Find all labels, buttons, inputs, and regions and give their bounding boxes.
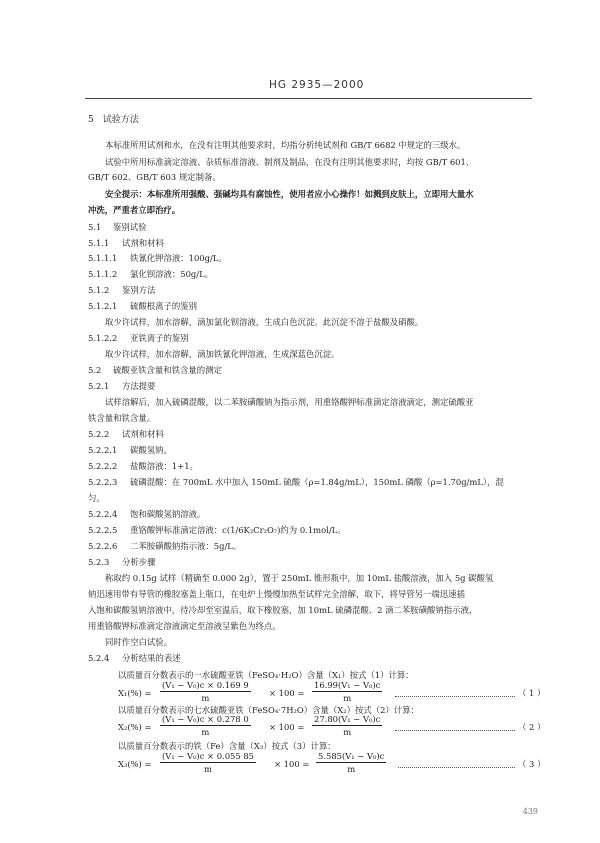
s5-1-number: 5.1 — [88, 222, 102, 232]
s5-2-2-1-text: 碳酸氢钠。 — [130, 445, 172, 455]
s5-2-3-title: 分析步骤 — [122, 557, 156, 567]
formula-3-fraction-b — [316, 751, 386, 774]
s5-2-3-body-5: 同时作空白试验。 — [105, 637, 172, 647]
s5-2-2-3-number: 5.2.2.3 — [88, 477, 118, 487]
s5-1-2-1-number: 5.1.2.1 — [88, 301, 118, 311]
s5-2-2-4-number: 5.2.2.4 — [88, 509, 118, 519]
s5-1-2-2-number: 5.1.2.2 — [88, 333, 118, 343]
formula-3-denominator-a: m — [204, 764, 212, 774]
formula-1-lhs: X₁(%) = — [118, 688, 152, 698]
s5-1-2-2-body: 取少许试样，加水溶解，滴加铁氰化钾溶液，生成深蓝色沉淀。 — [105, 349, 340, 359]
s5-2-title: 硫酸亚铁含量和铁含量的测定 — [113, 365, 222, 375]
s5-1-1-2-text: 氯化钡溶液：50g/L。 — [130, 269, 214, 279]
formula-3-numerator-b: 5.585(V₁ − V₀)c — [318, 751, 385, 761]
s5-2-2-4-text: 饱和碳酸氢钠溶液。 — [130, 509, 206, 519]
formula-2-label: （ 2 ） — [518, 722, 546, 732]
formula-3-denominator-b: m — [347, 764, 356, 774]
s5-1-2-2-title: 亚铁离子的鉴别 — [130, 333, 189, 343]
formula-3-mid: × 100 = — [274, 759, 310, 769]
s5-1-1-1-text: 铁氰化钾溶液：100g/L。 — [130, 253, 227, 263]
s5-2-1-title: 方法提要 — [122, 381, 156, 391]
s5-2-3-body-3: 入饱和碳酸氢钠溶液中，待冷却至室温后，取下橡胶塞，加 10mL 硫磷混酸、2 滴二苯胺磺酸钠指示液， — [88, 605, 478, 615]
safety-notice-b: 冲洗，严重者立即治疗。 — [88, 205, 181, 215]
s5-2-2-3-text-b: 匀。 — [88, 493, 105, 503]
s5-1-1-title: 试剂和材料 — [122, 238, 164, 248]
formula-3-label: （ 3 ） — [518, 759, 546, 769]
formula-1-label: （ 1 ） — [518, 688, 546, 698]
s5-2-2-2-number: 5.2.2.2 — [88, 461, 118, 471]
formula-2-intro: 以质量百分数表示的七水硫酸亚铁（FeSO₄·7H₂O）含量（X₂）按式（2）计算： — [118, 705, 419, 715]
s5-2-2-title: 试剂和材料 — [122, 429, 164, 439]
formula-1-intro: 以质量百分数表示的一水硫酸亚铁（FeSO₄·H₂O）含量（X₁）按式（1）计算： — [118, 670, 414, 680]
s5-2-2-1-number: 5.2.2.1 — [88, 445, 118, 455]
formula-1-mid: × 100 = — [269, 688, 305, 698]
s5-2-2-3-text-a: 硫磷混酸：在 700mL 水中加入 150mL 硫酸（ρ=1.84g/mL），150mL 磷酸（ρ=1.70g/mL），混 — [130, 477, 504, 487]
formula-2-numerator-b: 27.80(V₁ − V₀)c — [314, 714, 381, 724]
s5-2-3-body-1: 称取约 0.15g 试样（精确至 0.000 2g），置于 250mL 锥形瓶中，加 10mL 盐酸溶液，加入 5g 碳酸氢 — [105, 573, 494, 583]
s5-1-title: 鉴别试验 — [113, 222, 147, 232]
standard-number-header: HG 2935—2000 — [269, 79, 365, 91]
safety-notice-a: 安全提示：本标准所用强酸、强碱均具有腐蚀性，使用者应小心操作！如溅到皮肤上，立即用大量水 — [105, 189, 474, 199]
s5-2-2-2-text: 盐酸溶液：1+1。 — [130, 461, 198, 471]
s5-2-2-6-number: 5.2.2.6 — [88, 541, 118, 551]
s5-1-2-1-body: 取少许试样，加水溶解，滴加氯化钡溶液，生成白色沉淀。此沉淀不溶于盐酸及硝酸。 — [105, 317, 424, 327]
formula-3-lhs: X₃(%) = — [118, 759, 152, 769]
formula-2-numerator-a: (V₁ − V₀)c × 0.278 0 — [162, 714, 249, 724]
formula-1-denominator-b: m — [343, 693, 352, 703]
formula-2-denominator-b: m — [343, 727, 352, 737]
formula-2-denominator-a: m — [201, 727, 210, 737]
s5-2-3-body-2: 钠迅速用带有导管的橡胶塞盖上瓶口，在电炉上慢慢加热至试样完全溶解，取下，将导管另一端迅速插 — [88, 589, 465, 599]
formula-2-lhs: X₂(%) = — [118, 722, 152, 732]
paragraph-standards-a: 试验中所用标准滴定溶液、杂质标准溶液、制剂及制品，在没有注明其他要求时，均按 GB/T 601、 — [105, 157, 475, 167]
s5-2-4-number: 5.2.4 — [88, 653, 110, 663]
s5-2-2-5-number: 5.2.2.5 — [88, 525, 118, 535]
formula-3-fraction-a — [160, 751, 256, 774]
formula-1-denominator-a: m — [201, 693, 210, 703]
s5-2-1-body-a: 试样溶解后，加入硫磷混酸，以二苯胺磺酸钠为指示剂，用重铬酸钾标准滴定溶液滴定，测定硫酸亚 — [105, 397, 474, 407]
s5-1-2-number: 5.1.2 — [88, 285, 110, 295]
formula-2-fraction-b — [312, 714, 382, 737]
s5-2-1-number: 5.2.1 — [88, 381, 110, 391]
s5-2-3-body-4: 用重铬酸钾标准滴定溶液滴定至溶液呈紫色为终点。 — [88, 621, 281, 631]
paragraph-reagents: 本标准所用试剂和水，在没有注明其他要求时，均指分析纯试剂和 GB/T 6682 中规定的三级水。 — [105, 140, 466, 150]
formula-3-leader-dots — [398, 767, 515, 768]
formula-3-numerator-a: (V₁ − V₀)c × 0.055 85 — [162, 751, 255, 761]
formula-1-fraction-a — [160, 680, 251, 703]
s5-1-1-number: 5.1.1 — [88, 238, 110, 248]
s5-2-4-title: 分析结果的表述 — [122, 653, 181, 663]
s5-2-2-6-text: 二苯胺磺酸钠指示液：5g/L。 — [130, 541, 242, 551]
formula-1-numerator-a: (V₁ − V₀)c × 0.169 9 — [162, 680, 249, 690]
s5-1-1-2-number: 5.1.1.2 — [88, 269, 118, 279]
s5-2-1-body-b: 铁含量和铁含量。 — [88, 413, 155, 423]
paragraph-standards-b: GB/T 602、GB/T 603 规定制备。 — [88, 172, 221, 182]
s5-1-2-title: 鉴别方法 — [122, 285, 156, 295]
s5-1-2-1-title: 硫酸根离子的鉴别 — [130, 301, 197, 311]
page-number: 439 — [522, 807, 538, 816]
s5-2-number: 5.2 — [88, 365, 102, 375]
formula-2-mid: × 100 = — [269, 722, 305, 732]
formula-2-leader-dots — [395, 730, 515, 731]
section-5-heading: 5 试验方法 — [88, 115, 139, 125]
formula-1-leader-dots — [395, 696, 515, 697]
s5-2-2-5-text: 重铬酸钾标准滴定溶液：c(1/6K₂Cr₂O₇)约为 0.1mol/L。 — [130, 525, 346, 535]
formula-2-fraction-a — [160, 714, 251, 737]
formula-1-numerator-b: 16.99(V₁ − V₀)c — [314, 680, 381, 690]
s5-2-2-number: 5.2.2 — [88, 429, 110, 439]
s5-2-3-number: 5.2.3 — [88, 557, 110, 567]
s5-1-1-1-number: 5.1.1.1 — [88, 253, 118, 263]
header-rule — [85, 98, 532, 99]
formula-3-intro: 以质量百分数表示的铁（Fe）含量（X₃）按式（3）计算： — [118, 741, 336, 751]
formula-1-fraction-b — [312, 680, 382, 703]
